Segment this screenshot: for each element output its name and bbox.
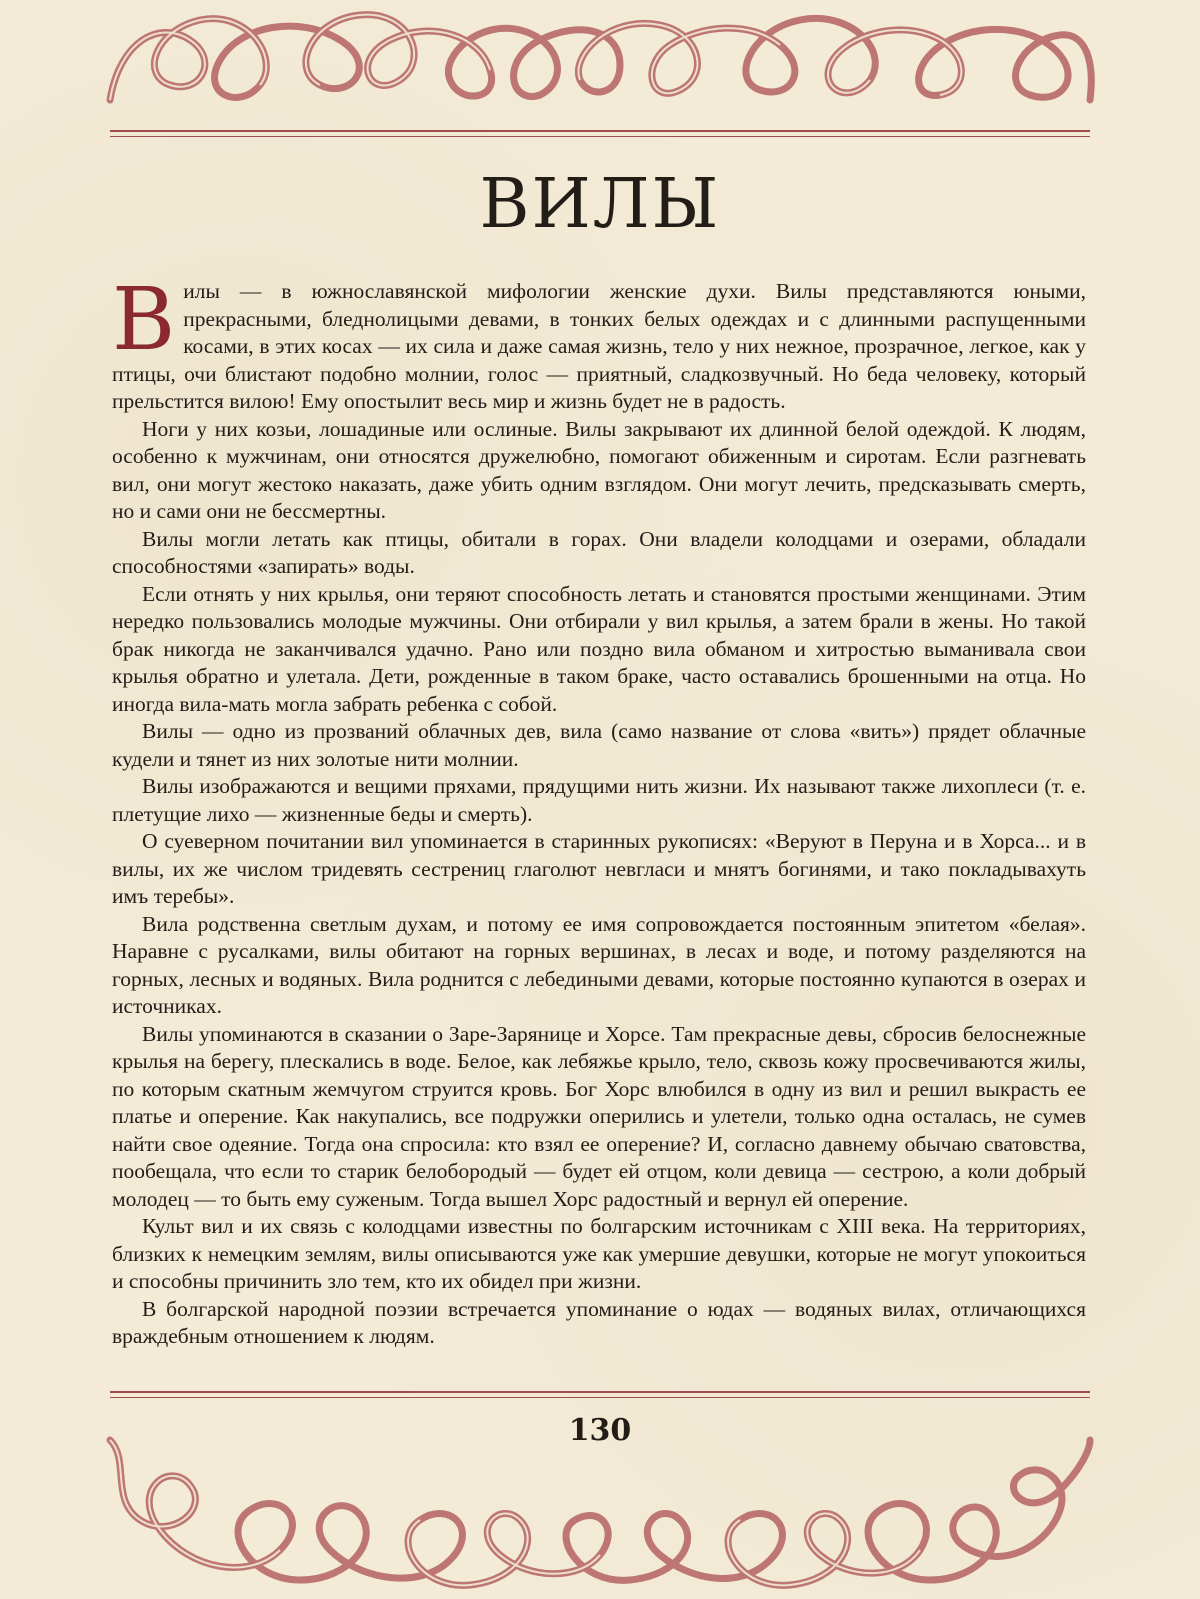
paragraph: Вилы могли летать как птицы, обитали в горах. Они владели колодцами и озерами, обладали способностями «запирать» воды. bbox=[112, 526, 1086, 578]
page-title: ВИЛЫ bbox=[479, 165, 721, 244]
paragraph bbox=[112, 270, 1086, 416]
paragraph: Ноги у них козьи, лошадиные или ослиные. Вилы закрывают их длинной белой одеждой. К людям, особенно к мужчинам, они относятся дружелюбно, помогают обиженным и сиротам. Если разгневать вил, они могут жестоко наказать, даже убить одним взглядом. Они могут лечить, предсказывать смерть, но и сами они не бессмертны. bbox=[112, 416, 1086, 523]
paragraph: Культ вил и их связь с колодцами известны по болгарским источникам с XIII века. На территориях, близких к немецким землям, вилы описываются уже как умершие девушки, которые не могут упокоиться и способны причинить зло тем, кто их обидел при жизни. bbox=[112, 1214, 1086, 1293]
paragraph: О суеверном почитании вил упоминается в старинных рукописях: «Веруют в Перуна и в Хорса... и в вилы, их же числом тридевять сестрениц глаголют невгласи и мнятъ богинями, и тако покладывахуть имъ теребы». bbox=[112, 829, 1086, 908]
paragraph: Если отнять у них крылья, они теряют способность летать и становятся простыми женщинами. Этим нередко пользовались молодые мужчины. Они отбирали у вил крылья, а затем брали в жены. Но такой брак никогда не заканчивался удачно. Рано или поздно вила обманом и хитростью выманивала свои крылья обратно и улетала. Дети, рожденные в таком браке, часто оставались брошенными на отца. Но иногда вила-мать могла забрать ребенка с собой. bbox=[112, 581, 1086, 716]
top-ornament bbox=[100, 0, 1100, 112]
paragraph: Вилы — одно из прозваний облачных дев, вила (само название от слова «вить») прядет облачные кудели и тянет из них золотые нити молнии. bbox=[112, 719, 1086, 771]
article-body bbox=[112, 270, 1086, 1351]
paragraph-text: илы — в южнославянской мифологии женские духи. Вилы представляются юными, прекрасными, бледнолицыми девами, в тонких белых одеждах и с длинными распущенными косами, в этих косах — их сила и даже самая жизнь, тело у них нежное, прозрачное, легкое, как у птицы, очи блистают подобно молнии, голос — приятный, сладкозвучный. Но беда человеку, который прельстится вилою! Ему опостылит весь мир и жизнь будет не в радость. bbox=[112, 279, 1086, 413]
dropcap: В bbox=[112, 270, 176, 370]
paragraph: Вилы изображаются и вещими пряхами, прядущими нить жизни. Их называют также лихоплеси (т. е. плетущие лихо — жизненные беды и смерть). bbox=[112, 774, 1086, 826]
bottom-rule bbox=[110, 1391, 1090, 1398]
paragraph: Вилы упоминаются в сказании о Заре-Зарянице и Хорсе. Там прекрасные девы, сбросив белоснежные крылья на берегу, плескались в воде. Белое, как лебяжье крыло, тело, сквозь кожу просвечиваются жилы, по которым скатным жемчугом струится кровь. Бог Хорс влюбился в одну из вил и решил выкрасть ее платье и оперение. Как накупались, все подружки оперились и улетели, только одна осталась, не сумев найти свое одеяние. Тогда она спросила: кто взял ее оперение? И, согласно давнему обычаю сватовства, пообещала, что если то старик белобородый — будет ей отцом, коли девица — сестрою, а коли добрый молодец — то быть ему суженым. Тогда вышел Хорс радостный и вернул ей оперение. bbox=[112, 1021, 1086, 1211]
paragraph: В болгарской народной поэзии встречается упоминание о юдах — водяных вилах, отличающихся враждебным отношением к людям. bbox=[112, 1296, 1086, 1348]
paragraph: Вила родственна светлым духам, и потому ее имя сопровождается постоянным эпитетом «белая». Наравне с русалками, вилы обитают на горных вершинах, в лесах и воде, и потому разделяются на горных, лесных и водяных. Вила роднится с лебедиными девами, которые постоянно купаются в озерах и источниках. bbox=[112, 911, 1086, 1018]
top-rule bbox=[110, 130, 1090, 137]
bottom-ornament bbox=[100, 1430, 1100, 1599]
page-number: 130 bbox=[568, 1413, 632, 1448]
